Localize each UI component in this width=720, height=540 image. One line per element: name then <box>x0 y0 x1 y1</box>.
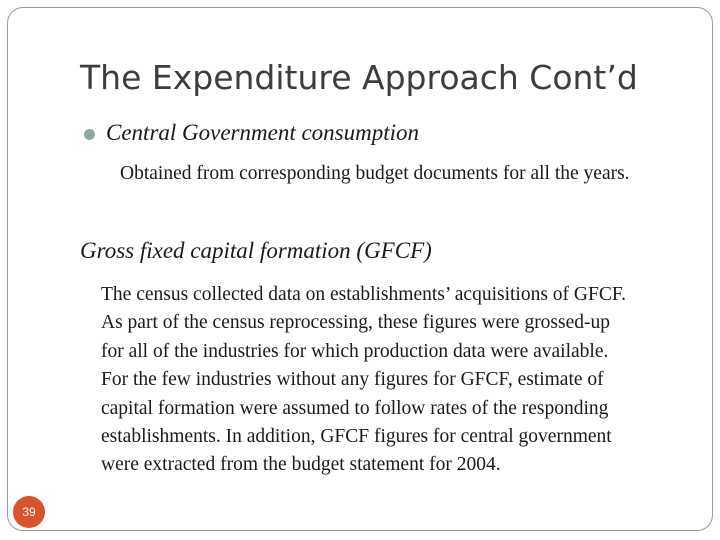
page-number-badge: 39 <box>13 496 45 528</box>
paragraph-line: for all of the industries for which production data were available. <box>101 340 609 362</box>
paragraph-line: establishments. In addition, GFCF figures for central government <box>101 426 612 448</box>
paragraph-line: were extracted from the budget statement for 2004. <box>101 454 501 476</box>
slide-title: The Expenditure Approach Cont’d <box>80 58 638 97</box>
paragraph <box>101 281 691 480</box>
bullet-text: Central Government consumption <box>106 120 420 145</box>
subheading: Gross fixed capital formation (GFCF) <box>80 238 432 263</box>
bullet-item <box>84 120 419 146</box>
bullet-detail: Obtained from corresponding budget documents for all the years. <box>120 163 630 184</box>
paragraph-line: The census collected data on establishments’ acquisitions of GFCF. <box>101 284 627 305</box>
bullet-dot-icon <box>84 129 95 140</box>
paragraph-line: As part of the census reprocessing, these figures were grossed-up <box>101 312 611 334</box>
paragraph-line: capital formation were assumed to follow rates of the responding <box>101 397 609 419</box>
paragraph-line: For the few industries without any figures for GFCF, estimate of <box>101 369 604 391</box>
